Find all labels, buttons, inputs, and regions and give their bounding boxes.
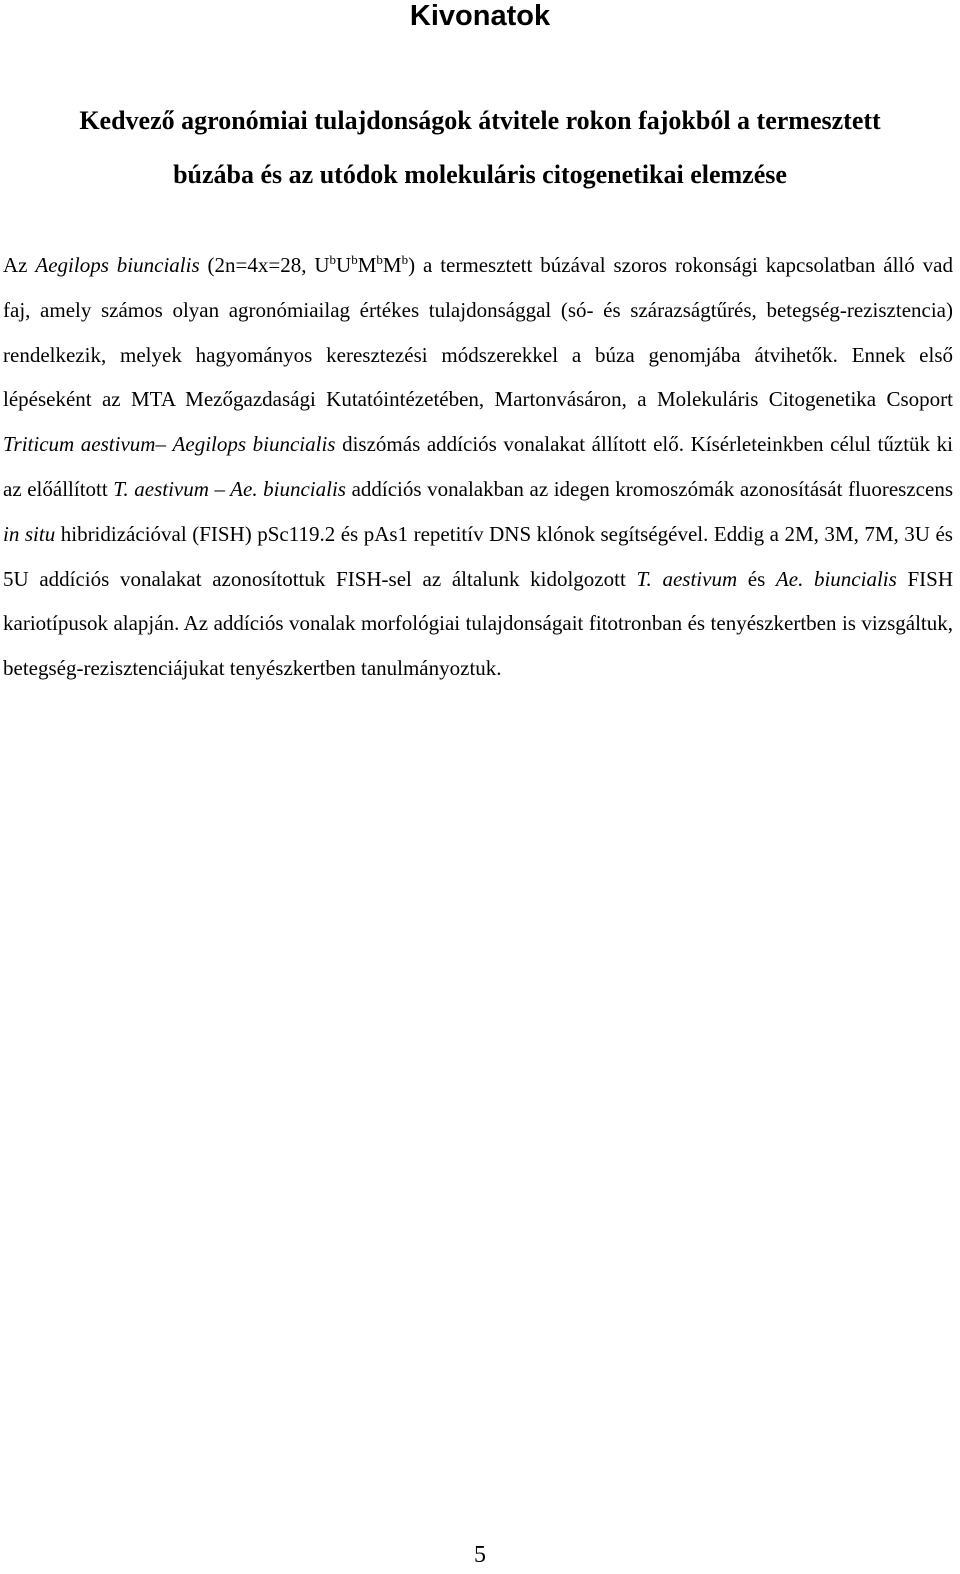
- genome-letter: M: [382, 253, 402, 277]
- species-name: Triticum aestivum: [3, 432, 156, 457]
- species-name: Ae. biuncialis: [775, 566, 897, 591]
- genome-letter: U: [336, 253, 352, 277]
- abstract-text: addíciós vonalakban az idegen kromoszómák azonosítását fluoreszcens: [345, 476, 953, 501]
- page-number: 5: [474, 1542, 486, 1568]
- abstract-text: (2n=4x=28, U: [199, 253, 330, 277]
- article-title-line-1: Kedvező agronómiai tulajdonságok átvitele rokon fajokból a termesztett: [79, 106, 881, 135]
- genome-superscript: b: [351, 252, 358, 267]
- abstract-text: Az: [3, 253, 36, 277]
- genome-superscript: b: [401, 252, 409, 267]
- species-name: Aegilops biuncialis: [35, 253, 200, 277]
- abstract-text: ) a termesztett búzával szoros rokonsági kapcsolatban álló vad faj, amely számos olyan agronómiailag értékes tulajdonsággal (só- és szárazságtűrés, betegség-rezisztencia) rendelkezik, melyek hagyományos keresztezési módszerekkel a búza genomjába átvihetők. Ennek első lépéseként az MTA Mezőgazdasági Kutatóintézetében, Martonvásáron, a Molekuláris Citogenetika Csoport: [3, 253, 953, 412]
- article-title-line-2: búzába és az utódok molekuláris citogenetikai elemzése: [173, 160, 787, 189]
- genome-superscript: b: [329, 252, 337, 267]
- genome-letter: M: [357, 253, 377, 277]
- abstract-text: és: [737, 566, 776, 591]
- species-name: Aegilops biuncialis: [172, 432, 336, 457]
- abstract-text: –: [155, 432, 173, 457]
- article-title: [0, 94, 960, 202]
- species-name: T. aestivum: [636, 566, 738, 591]
- genome-superscript: b: [376, 252, 383, 267]
- abstract-text: hibridizációval (FISH) pSc119.2 és pAs1 repetitív DNS klónok segítségével. Eddig a 2M, 3M, 7M, 3U és 5U addíciós vonalakat azonosítottuk FISH-sel az általunk kidolgozott: [3, 521, 953, 591]
- latin-term: in situ: [3, 521, 56, 546]
- abstract-text: diszómás addíciós vonalakat állított elő. Kísérleteinkben célul tűztük ki az előállított: [3, 432, 953, 501]
- species-name: T. aestivum – Ae. biuncialis: [113, 476, 346, 501]
- abstract-text: FISH kariotípusok alapján. Az addíciós vonalak morfológiai tulajdonságait fitotronban és tenyészkertben is vizsgáltuk, betegség-rezisztenciájukat tenyészkertben tanulmányoztuk.: [3, 566, 953, 681]
- abstract-paragraph: [3, 243, 953, 691]
- page-heading: Kivonatok: [409, 0, 551, 32]
